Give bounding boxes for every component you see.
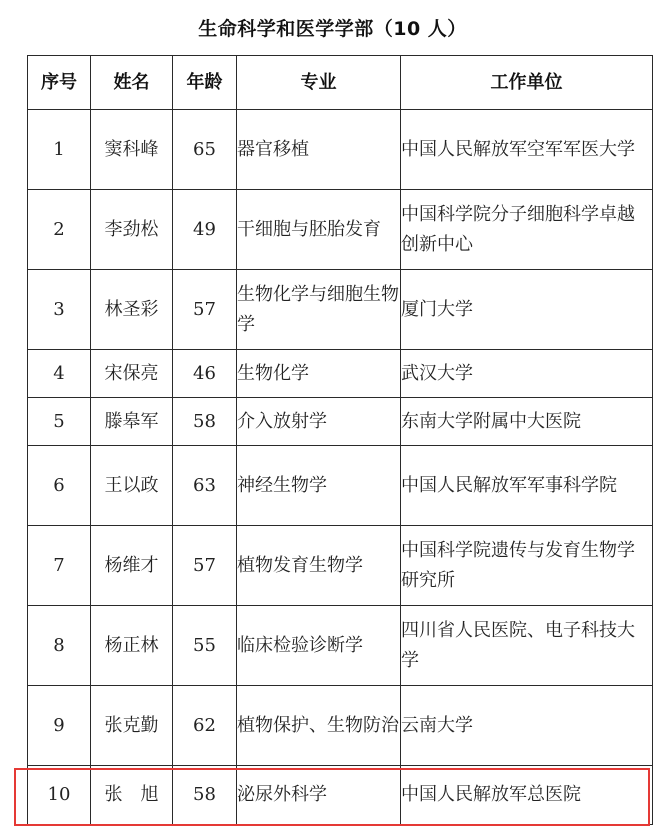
table-row xyxy=(28,606,653,686)
header-major: 专业 xyxy=(237,56,401,110)
table-row xyxy=(28,190,653,270)
header-name: 姓名 xyxy=(91,56,173,110)
table-row xyxy=(28,446,653,526)
cell-num: 6 xyxy=(28,446,91,526)
cell-unit: 中国科学院遗传与发育生物学研究所 xyxy=(401,526,653,606)
cell-name: 杨维才 xyxy=(91,526,173,606)
cell-age: 46 xyxy=(173,350,237,398)
cell-age: 62 xyxy=(173,686,237,766)
cell-num: 2 xyxy=(28,190,91,270)
cell-name: 滕皋军 xyxy=(91,398,173,446)
cell-age: 58 xyxy=(173,398,237,446)
cell-unit: 中国人民解放军军事科学院 xyxy=(401,446,653,526)
header-unit: 工作单位 xyxy=(401,56,653,110)
cell-num: 4 xyxy=(28,350,91,398)
table-row xyxy=(28,686,653,766)
header-num: 序号 xyxy=(28,56,91,110)
cell-unit: 四川省人民医院、电子科技大学 xyxy=(401,606,653,686)
cell-name: 林圣彩 xyxy=(91,270,173,350)
cell-num: 7 xyxy=(28,526,91,606)
cell-unit: 云南大学 xyxy=(401,686,653,766)
cell-name: 窦科峰 xyxy=(91,110,173,190)
cell-name: 李劲松 xyxy=(91,190,173,270)
cell-name: 张克勤 xyxy=(91,686,173,766)
cell-unit: 厦门大学 xyxy=(401,270,653,350)
cell-num: 8 xyxy=(28,606,91,686)
cell-major: 器官移植 xyxy=(237,110,401,190)
members-table xyxy=(27,55,653,825)
cell-age: 57 xyxy=(173,270,237,350)
cell-major: 植物保护、生物防治 xyxy=(237,686,401,766)
cell-major: 生物化学与细胞生物学 xyxy=(237,270,401,350)
cell-num: 10 xyxy=(28,766,91,825)
cell-num: 9 xyxy=(28,686,91,766)
cell-unit: 中国人民解放军空军军医大学 xyxy=(401,110,653,190)
cell-age: 57 xyxy=(173,526,237,606)
table-row xyxy=(28,526,653,606)
cell-age: 65 xyxy=(173,110,237,190)
table-row xyxy=(28,110,653,190)
cell-major: 临床检验诊断学 xyxy=(237,606,401,686)
cell-num: 3 xyxy=(28,270,91,350)
cell-name: 王以政 xyxy=(91,446,173,526)
cell-unit: 中国人民解放军总医院 xyxy=(401,766,653,825)
cell-major: 泌尿外科学 xyxy=(237,766,401,825)
page-title: 生命科学和医学学部（10 人） xyxy=(198,18,467,40)
cell-age: 49 xyxy=(173,190,237,270)
cell-major: 生物化学 xyxy=(237,350,401,398)
table-row xyxy=(28,350,653,398)
cell-name: 宋保亮 xyxy=(91,350,173,398)
cell-age: 55 xyxy=(173,606,237,686)
table-row-highlighted xyxy=(28,766,653,825)
cell-major: 介入放射学 xyxy=(237,398,401,446)
table-row xyxy=(28,398,653,446)
cell-num: 1 xyxy=(28,110,91,190)
cell-num: 5 xyxy=(28,398,91,446)
table-row xyxy=(28,270,653,350)
cell-major: 植物发育生物学 xyxy=(237,526,401,606)
table-header-row xyxy=(28,56,653,110)
cell-unit: 东南大学附属中大医院 xyxy=(401,398,653,446)
header-age: 年龄 xyxy=(173,56,237,110)
cell-major: 干细胞与胚胎发育 xyxy=(237,190,401,270)
cell-major: 神经生物学 xyxy=(237,446,401,526)
cell-name: 张 旭 xyxy=(91,766,173,825)
cell-age: 58 xyxy=(173,766,237,825)
cell-name: 杨正林 xyxy=(91,606,173,686)
cell-unit: 武汉大学 xyxy=(401,350,653,398)
cell-age: 63 xyxy=(173,446,237,526)
cell-unit: 中国科学院分子细胞科学卓越创新中心 xyxy=(401,190,653,270)
